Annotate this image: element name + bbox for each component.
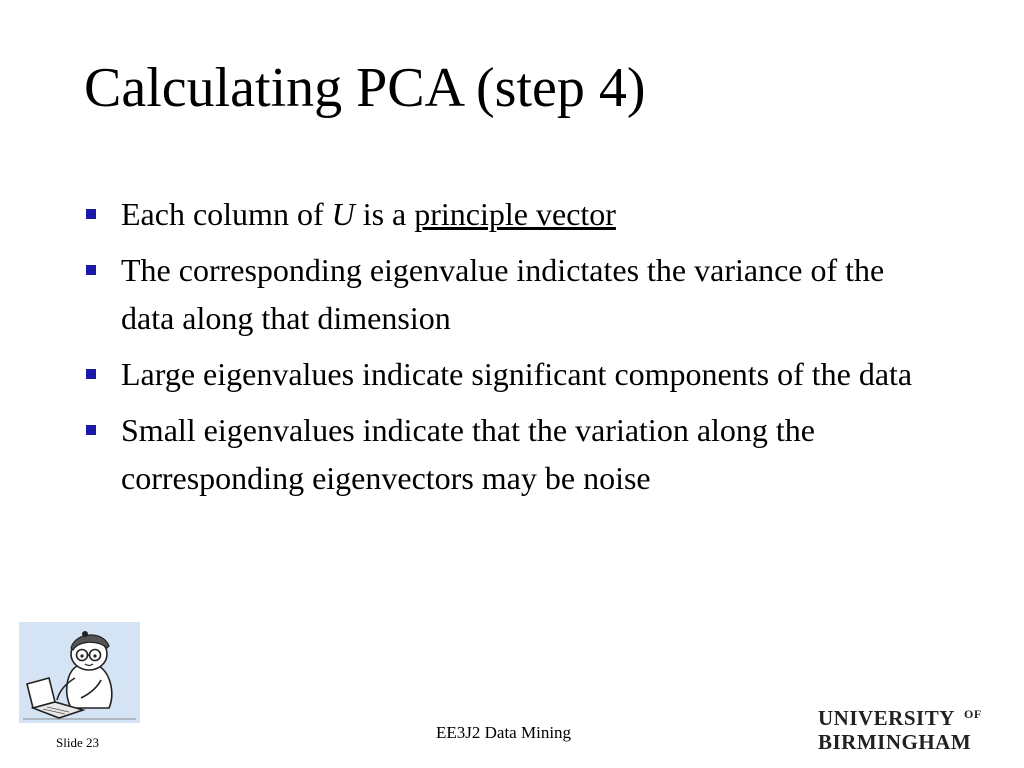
logo-line2: BIRMINGHAM — [818, 730, 972, 754]
course-footer: EE3J2 Data Mining — [436, 723, 572, 742]
logo-of: OF — [964, 707, 982, 721]
bullet-underlined-term: principle vector — [414, 196, 616, 232]
bullet-text: The corresponding eigenvalue indictates the variance of the data along that dimension — [121, 252, 885, 336]
university-logo — [816, 706, 988, 756]
square-bullet-icon — [86, 425, 96, 435]
square-bullet-icon — [86, 369, 96, 379]
bullet-text: Large eigenvalues indicate significant components of the data — [121, 356, 913, 392]
logo-line1: UNIVERSITY — [818, 706, 955, 730]
bullet-text-prefix: Each column of — [121, 196, 332, 232]
bullet-item — [84, 350, 944, 398]
bullet-text-middle: is a — [354, 196, 415, 232]
bullet-list — [84, 190, 944, 510]
square-bullet-icon — [86, 265, 96, 275]
bullet-item — [84, 190, 944, 238]
slide-number: Slide 23 — [56, 735, 99, 750]
bullet-italic-term: U — [331, 196, 355, 232]
square-bullet-icon — [86, 209, 96, 219]
bullet-text: Small eigenvalues indicate that the variation along the corresponding eigenvectors may be noise — [121, 412, 815, 496]
slide-title: Calculating PCA (step 4) — [84, 57, 646, 119]
cartoon-scientist-laptop-icon — [19, 622, 140, 723]
bullet-item — [84, 246, 944, 342]
bullet-item — [84, 406, 944, 502]
